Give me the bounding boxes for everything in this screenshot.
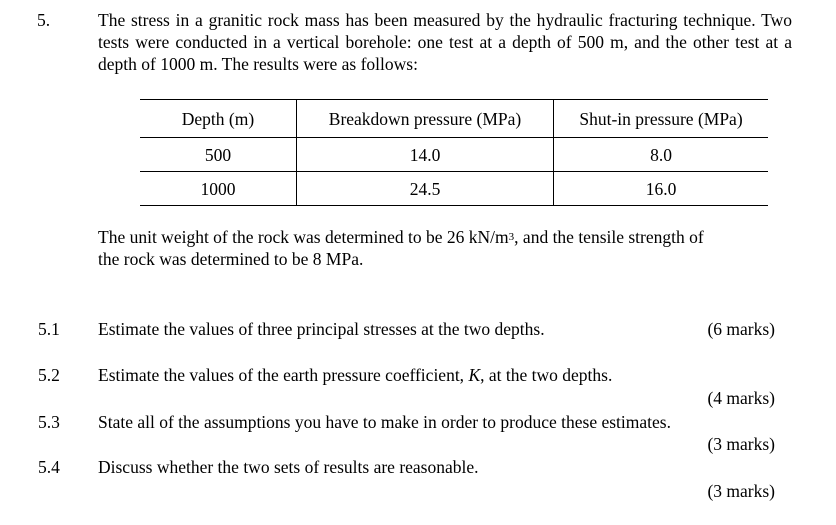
part-text-b: , at the two depths.: [480, 365, 613, 385]
cell-shut-in: 16.0: [554, 172, 769, 206]
header-breakdown-pressure: Breakdown pressure (MPa): [297, 100, 554, 138]
tensile-strength-text: , and the tensile strength of: [514, 227, 704, 247]
rock-properties: [98, 226, 792, 270]
intro-text: The stress in a granitic rock mass has been measured by the hydraulic fracturing technique. Two tests were conducted in a vertical borehole: one test at a depth of 500 m, and the other test at a depth of 1000 m. The results were as follows:: [98, 10, 792, 74]
table-row: [140, 172, 768, 206]
part-marks: (4 marks): [707, 388, 775, 408]
question-number: 5.: [37, 10, 51, 30]
question-intro: [98, 9, 792, 75]
cell-breakdown: 14.0: [297, 138, 554, 172]
cubed-superscript: 3: [508, 231, 515, 243]
unit-weight-text: The unit weight of the rock was determined to be 26 kN/m: [98, 227, 509, 247]
cell-depth: 500: [140, 138, 297, 172]
part-text: Estimate the values of three principal stresses at the two depths.: [98, 319, 545, 339]
part-marks: (3 marks): [707, 481, 775, 501]
part-number: 5.2: [38, 365, 60, 385]
part-number: 5.3: [38, 412, 60, 432]
properties-line-1: [98, 226, 792, 248]
cell-depth: 1000: [140, 172, 297, 206]
table-header-row: [140, 100, 768, 138]
part-marks: (6 marks): [707, 319, 775, 339]
header-depth: Depth (m): [140, 100, 297, 138]
header-shut-in-pressure: Shut-in pressure (MPa): [554, 100, 769, 138]
part-text: [98, 364, 612, 386]
table-row: [140, 138, 768, 172]
part-text: Discuss whether the two sets of results are reasonable.: [98, 457, 479, 477]
part-text-a: Estimate the values of the earth pressure coefficient,: [98, 365, 469, 385]
part-number: 5.4: [38, 457, 60, 477]
part-text-var: K: [468, 365, 481, 385]
cell-breakdown: 24.5: [297, 172, 554, 206]
results-table: [140, 99, 768, 206]
part-number: 5.1: [38, 319, 60, 339]
part-text: State all of the assumptions you have to make in order to produce these estimates.: [98, 412, 671, 432]
cell-shut-in: 8.0: [554, 138, 769, 172]
part-marks: (3 marks): [707, 434, 775, 454]
properties-line-2: the rock was determined to be 8 MPa.: [98, 249, 364, 269]
